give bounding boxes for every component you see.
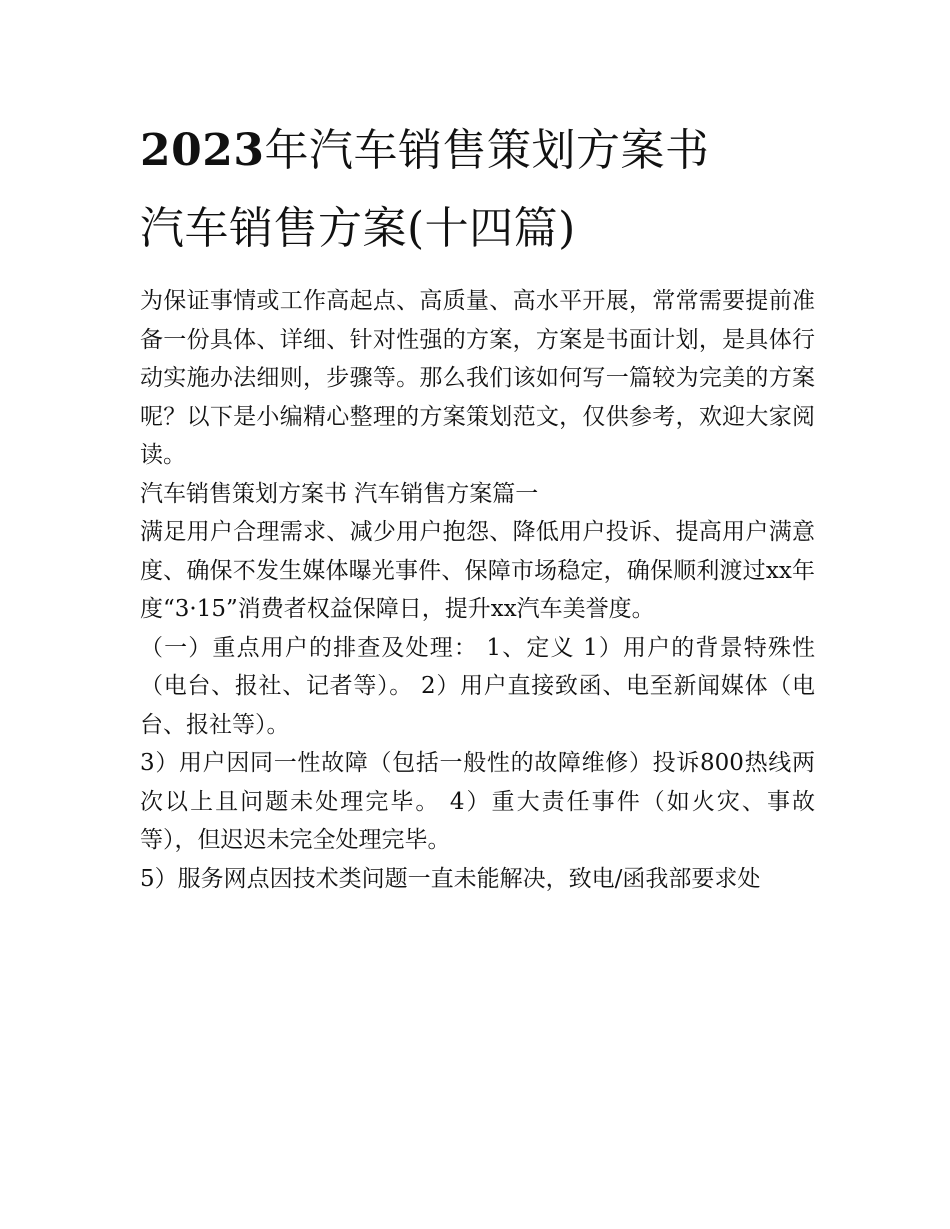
- intro-paragraph: 为保证事情或工作高起点、高质量、高水平开展，常常需要提前准备一份具体、详细、针对性强的方案，方案是书面计划，是具体行动实施办法细则，步骤等。那么我们该如何写一篇较为完美的方案呢？以下是小编精心整理的方案策划范文，仅供参考，欢迎大家阅读。: [140, 288, 815, 468]
- service-outlet-paragraph: 5）服务网点因技术类问题一直未能解决，致电/函我部要求处: [140, 865, 761, 892]
- document-title-line-1: [140, 112, 815, 190]
- document-title-line-2: 汽车销售方案(十四篇): [140, 203, 576, 254]
- title-year: 2023: [140, 125, 265, 176]
- document-page: [140, 112, 815, 898]
- key-user-definition-paragraph: （一）重点用户的排查及处理： 1、定义 1）用户的背景特殊性（电台、报社、记者等）。 2）用户直接致函、电至新闻媒体（电台、报社等）。: [140, 634, 815, 738]
- goal-paragraph: 满足用户合理需求、减少用户抱怨、降低用户投诉、提高用户满意度、确保不发生媒体曝光事件、保障市场稳定，确保顺利渡过xx年度“3·15”消费者权益保障日，提升xx汽车美誉度。: [140, 519, 815, 622]
- title-line-1-text: 年汽车销售策划方案书: [264, 125, 710, 176]
- repeat-fault-paragraph: 3）用户因同一性故障（包括一般性的故障维修）投诉800热线两次以上且问题未处理完毕。 4）重大责任事件（如火灾、事故等），但迟迟未完全处理完毕。: [140, 750, 815, 853]
- section-heading: 汽车销售策划方案书 汽车销售方案篇一: [140, 480, 539, 507]
- document-body: [140, 282, 815, 898]
